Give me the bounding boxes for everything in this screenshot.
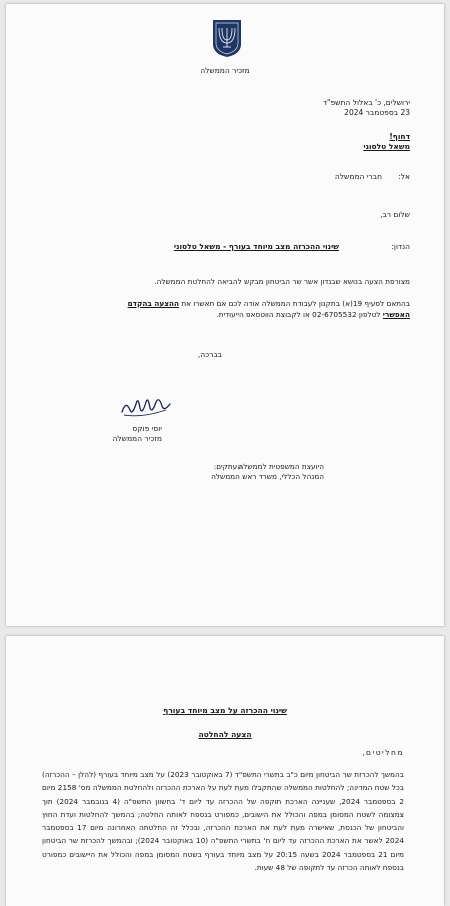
subject-line xyxy=(40,242,410,251)
subject-text: שינוי ההכרזה מצב מיוחד בעורף - משאל טלסוני xyxy=(173,242,339,251)
decision-title: שינוי ההכרזה על מצב מיוחד בעורף xyxy=(163,706,287,715)
date-gregorian: 23 בספטמבר 2024 xyxy=(344,108,410,117)
copies-label: העתקים: xyxy=(213,462,242,471)
state-emblem-icon xyxy=(211,18,243,58)
request-emphasis-1: ההצעה בהקדם xyxy=(127,299,179,308)
to-recipients: חברי הממשלה xyxy=(334,172,382,181)
decides-label: מחליטים, xyxy=(362,748,404,757)
request-text-2: לטלפון 02-6705532 או לקבוצת הווטסאפ הייעודית. xyxy=(216,310,383,319)
office-name: מזכיר הממשלה xyxy=(200,66,250,75)
copy-recipient-2: המנהל הכללי, משרד ראש הממשלה xyxy=(211,472,324,481)
signer-name: יוסי פוקס xyxy=(132,424,162,433)
date-hebrew: ירושלים, כ' באלול התשפ"ד xyxy=(322,98,410,107)
greeting: שלום רב, xyxy=(380,210,410,219)
request-emphasis-2: האפשרי xyxy=(382,310,410,319)
paragraph-request xyxy=(40,298,410,320)
copy-recipient-1: היועצת המשפטית לממשלה xyxy=(238,462,324,471)
to-label: אל: xyxy=(398,172,410,181)
copies-list xyxy=(211,462,324,482)
closing: בברכה, xyxy=(197,350,222,359)
urgency-label: דחוף! xyxy=(389,132,410,141)
signer-title: מזכיר הממשלה xyxy=(112,434,162,443)
handwritten-signature xyxy=(118,390,174,420)
paragraph-intro: מצורפת הצעה בנושא שבנדון אשר שר הביטחון מבקש להביאה להחלטת הממשלה. xyxy=(154,277,410,286)
request-text-1: בהתאם לסעיף 19(א) בתקנון לעבודת הממשלה אודה לכם אם תאשרו את xyxy=(179,299,410,308)
subject-label: הנדון: xyxy=(391,242,410,251)
document-page-1 xyxy=(6,4,444,626)
procedure-label: משאל טלסוני xyxy=(363,142,410,151)
decision-body: בהמשך להכרזת שר הביטחון מיום כ"ב בתשרי התשפ"ד (7 באוקטובר 2023) על מצב מיוחד בעורף (להלן – ההכרזה) בכל שטח המדינה; להחלטות הממשלה שהתקבלו מעת לעת על הארכת ההכרזה ולהחלטת הממשלה מס' 2158 מיום 2 בספטמבר 2024, שעניינה הארכת תוקפה של ההכרזה עד ליום ד' בחשוון התשפ"ה (4 בנובמבר 2024) תוך צמצומה לשטח המסומן במפה והכולל את הישובים, כמפורט בנספח לאותה החלטה; בהמשך להחלטות ועדת החוץ והביטחון של הכנסת, שאישרה מעת לעת את הארכת ההכרזה, ובכלל זה החלטתה האחרונה מיום 17 בספטמבר 2024 לאשר את הארכת ההכרזה עד ליום ח' בתשרי התשפ"ה (10 באוקטובר 2024); ובהמשך להכרזת שר הביטחון מיום 21 בספטמבר 2024 בשעה 20:15 על מצב מיוחד בעורף בשטח המסומן במפה והכולל את היישובים כמפורט בנספח לאותה הכרזה עד לתקופה של 48 שעות. xyxy=(42,770,405,873)
decision-subtitle: הצעה להחלטה xyxy=(198,730,252,739)
document-page-2 xyxy=(6,636,444,906)
